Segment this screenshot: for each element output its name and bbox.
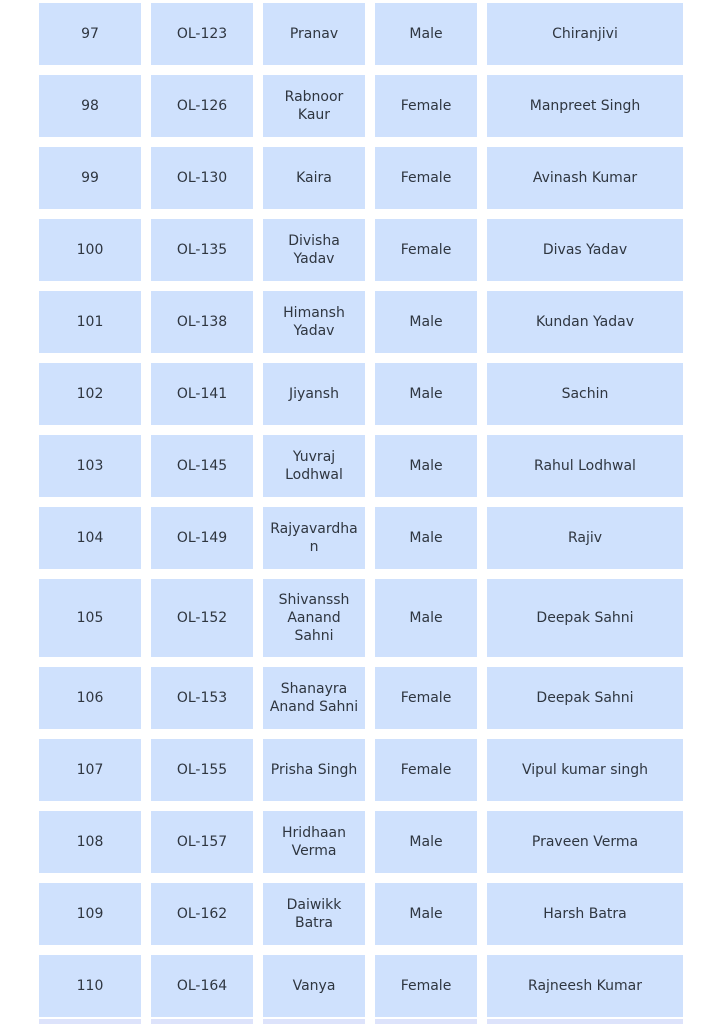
student-name-cell: Hridhaan Verma [263,811,365,873]
serial-number-cell: 110 [39,955,141,1017]
table-row [39,955,685,1017]
serial-number-cell: 106 [39,667,141,729]
student-name-cell: Himansh Yadav [263,291,365,353]
student-id-cell: OL-155 [151,739,253,801]
student-name-cell: Shanayra Anand Sahni [263,667,365,729]
student-name-cell: Pranav [263,3,365,65]
student-name-cell: Rajyavardhan [263,507,365,569]
parent-name-cell: Harsh Batra [487,883,683,945]
serial-number-cell: 97 [39,3,141,65]
table-row [39,579,685,657]
table-row [39,739,685,801]
gender-cell: Male [375,579,477,657]
student-name-cell: Rabnoor Kaur [263,75,365,137]
serial-number-cell: 104 [39,507,141,569]
parent-name-cell: Sachin [487,363,683,425]
serial-number-cell: 99 [39,147,141,209]
student-name-cell: Daiwikk Batra [263,883,365,945]
student-name-cell: Yuvraj Lodhwal [263,435,365,497]
gender-cell: Female [375,219,477,281]
table-row [39,219,685,281]
student-name-cell: Divisha Yadav [263,219,365,281]
student-name-cell: Shivanssh Aanand Sahni [263,579,365,657]
parent-name-cell: Divas Yadav [487,219,683,281]
student-id-cell: OL-164 [151,955,253,1017]
table-row [39,667,685,729]
serial-number-cell: 102 [39,363,141,425]
student-id-cell: OL-126 [151,75,253,137]
parent-name-cell: Praveen Verma [487,811,683,873]
parent-name-cell: Deepak Sahni [487,667,683,729]
student-id-cell: OL-145 [151,435,253,497]
serial-number-cell: 98 [39,75,141,137]
parent-name-cell: Kundan Yadav [487,291,683,353]
parent-name-cell: Rahul Lodhwal [487,435,683,497]
gender-cell: Female [375,147,477,209]
student-id-cell: OL-138 [151,291,253,353]
student-id-cell: OL-123 [151,3,253,65]
student-id-cell: OL-157 [151,811,253,873]
gender-cell: Male [375,291,477,353]
student-id-cell: OL-153 [151,667,253,729]
student-id-cell: OL-149 [151,507,253,569]
gender-cell: Male [375,883,477,945]
parent-name-cell: Avinash Kumar [487,147,683,209]
parent-name-cell: Manpreet Singh [487,75,683,137]
gender-cell: Male [375,811,477,873]
serial-number-cell: 100 [39,219,141,281]
student-id-cell: OL-152 [151,579,253,657]
table-row [39,883,685,945]
student-name-cell: Kaira [263,147,365,209]
serial-number-cell: 101 [39,291,141,353]
gender-cell: Female [375,955,477,1017]
serial-number-cell: 107 [39,739,141,801]
student-id-cell: OL-141 [151,363,253,425]
student-id-cell: OL-130 [151,147,253,209]
gender-cell: Male [375,3,477,65]
student-name-cell: Vanya [263,955,365,1017]
table-row [39,363,685,425]
student-name-cell: Jiyansh [263,363,365,425]
student-id-cell: OL-135 [151,219,253,281]
serial-number-cell: 108 [39,811,141,873]
student-table [39,3,685,1027]
parent-name-cell: Deepak Sahni [487,579,683,657]
gender-cell: Male [375,363,477,425]
table-row [39,147,685,209]
table-row [39,291,685,353]
student-id-cell: OL-162 [151,883,253,945]
parent-name-cell: Rajneesh Kumar [487,955,683,1017]
table-row [39,435,685,497]
parent-name-cell: Vipul kumar singh [487,739,683,801]
gender-cell: Male [375,507,477,569]
gender-cell: Female [375,739,477,801]
gender-cell: Female [375,667,477,729]
table-row [39,3,685,65]
next-row-partial [39,1019,685,1024]
parent-name-cell: Rajiv [487,507,683,569]
gender-cell: Female [375,75,477,137]
student-name-cell: Prisha Singh [263,739,365,801]
serial-number-cell: 105 [39,579,141,657]
parent-name-cell: Chiranjivi [487,3,683,65]
table-row [39,75,685,137]
serial-number-cell: 103 [39,435,141,497]
serial-number-cell: 109 [39,883,141,945]
gender-cell: Male [375,435,477,497]
table-row [39,811,685,873]
table-row [39,507,685,569]
